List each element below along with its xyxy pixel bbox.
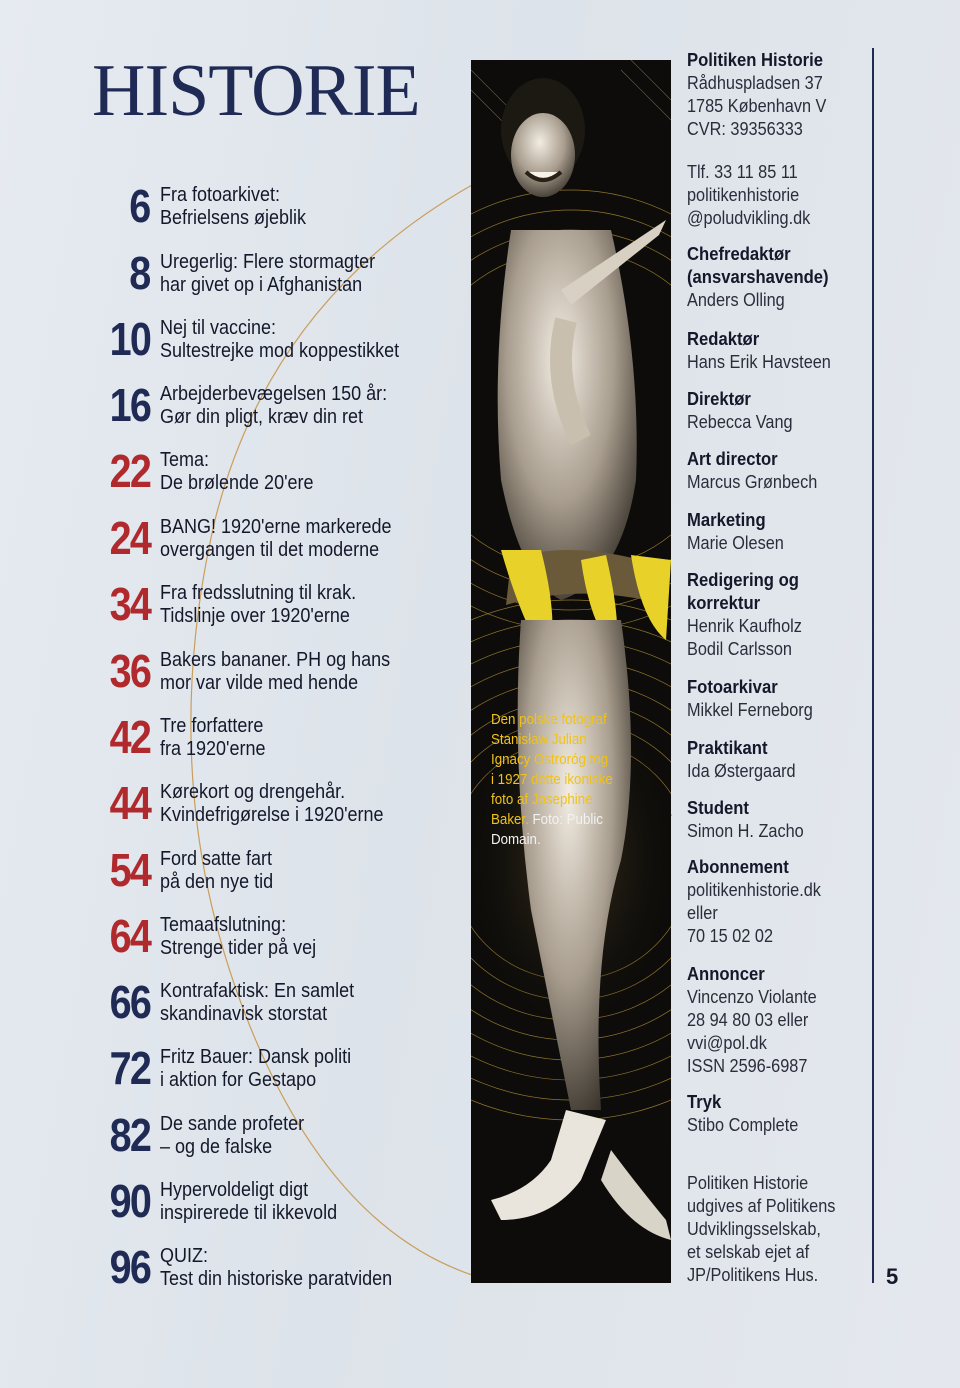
toc-title-line: mor var vilde med hende [160, 672, 359, 694]
colophon-block [687, 387, 867, 433]
toc-title-line: Hypervoldeligt digt [160, 1179, 309, 1201]
toc-title [160, 582, 430, 628]
toc-title [160, 1245, 430, 1291]
toc-title-line: Kørekort og drengehår. [160, 781, 346, 803]
toc-page-number: 22 [109, 445, 150, 497]
caption-line: Den polske fotograf [491, 712, 607, 728]
colophon-block [687, 327, 867, 373]
toc-title-line: BANG! 1920'erne markerede [160, 516, 392, 538]
colophon-line: Simon H. Zacho [687, 820, 804, 841]
colophon-line: eller [687, 902, 718, 923]
colophon-line: vvi@pol.dk [687, 1032, 767, 1053]
colophon-line: Tlf. 33 11 85 11 [687, 161, 798, 182]
toc-page-number: 72 [109, 1042, 150, 1094]
colophon-line: Udviklingsselskab, [687, 1218, 821, 1239]
colophon-block [687, 160, 867, 229]
toc-title [160, 781, 430, 827]
toc-entry [0, 377, 470, 437]
toc-title [160, 251, 430, 297]
colophon-line: Marie Olesen [687, 532, 784, 553]
colophon-block [687, 48, 867, 140]
toc-page-number: 82 [109, 1109, 150, 1161]
photo-credit: Foto: Public [532, 812, 603, 828]
toc-page-number: 36 [109, 645, 150, 697]
toc-title-line: Kontrafaktisk: En samlet [160, 980, 355, 1002]
toc-entry [0, 576, 470, 636]
toc-title-line: Arbejderbevægelsen 150 år: [160, 383, 388, 405]
photo-illustration [471, 60, 671, 1283]
caption-line: i 1927 dette ikoniske [491, 772, 613, 788]
colophon-block [687, 962, 867, 1077]
toc-title-line: Kvindefrigørelse i 1920'erne [160, 804, 384, 826]
toc-entry [0, 245, 470, 305]
toc-page-number: 6 [129, 180, 150, 232]
toc-entry [0, 1239, 470, 1299]
colophon-line: 70 15 02 02 [687, 925, 774, 946]
toc-title-line: Sultestrejke mod koppestikket [160, 340, 400, 362]
colophon-line: 1785 København V [687, 95, 827, 116]
toc-title-line: har givet op i Afghanistan [160, 274, 363, 296]
colophon-block [687, 855, 867, 947]
caption-line: Ignacy Ostroróg tog [491, 752, 609, 768]
toc-entry [0, 178, 470, 238]
colophon-line: 28 94 80 03 eller [687, 1009, 809, 1030]
toc-title [160, 516, 430, 562]
colophon-line: Hans Erik Havsteen [687, 351, 831, 372]
caption-last: Baker. [491, 812, 529, 828]
toc-title [160, 184, 430, 230]
toc-title [160, 449, 430, 495]
colophon-line: udgives af Politikens [687, 1195, 836, 1216]
toc-page-number: 90 [109, 1175, 150, 1227]
colophon-line: Ida Østergaard [687, 760, 796, 781]
josephine-baker-photo [471, 60, 671, 1283]
toc-title-line: Befrielsens øjeblik [160, 207, 307, 229]
colophon-heading: Tryk [687, 1091, 722, 1112]
toc-title-line: Fritz Bauer: Dansk politi [160, 1046, 352, 1068]
colophon-line: et selskab ejet af [687, 1241, 810, 1262]
toc-title-line: – og de falske [160, 1136, 273, 1158]
colophon-line: Anders Olling [687, 289, 785, 310]
toc-entry [0, 908, 470, 968]
toc-entry [0, 510, 470, 570]
toc-title-line: Fra fotoarkivet: [160, 184, 281, 206]
toc-title-line: Tidslinje over 1920'erne [160, 605, 350, 627]
colophon-block [687, 1171, 867, 1286]
toc-entry [0, 1040, 470, 1100]
colophon-block [687, 736, 867, 782]
toc-title [160, 317, 430, 363]
colophon-heading: Redigering og [687, 569, 799, 590]
colophon-block [687, 675, 867, 721]
toc-title-line: Bakers bananer. PH og hans [160, 649, 391, 671]
colophon-line: ISSN 2596-6987 [687, 1055, 808, 1076]
colophon-heading: Abonnement [687, 856, 789, 877]
colophon-heading: Student [687, 797, 749, 818]
colophon-block [687, 508, 867, 554]
colophon-heading-cont: (ansvarshavende) [687, 266, 829, 287]
toc-title-line: overgangen til det moderne [160, 539, 380, 561]
colophon-heading: Fotoarkivar [687, 676, 778, 697]
colophon-heading: Politiken Historie [687, 49, 824, 70]
toc-page-number: 54 [109, 844, 150, 896]
toc-page-number: 16 [109, 379, 150, 431]
colophon-line: politikenhistorie.dk [687, 879, 821, 900]
colophon-block [687, 242, 867, 311]
toc-title [160, 715, 430, 761]
colophon-line: Rådhuspladsen 37 [687, 72, 823, 93]
colophon-block [687, 796, 867, 842]
table-of-contents [0, 0, 470, 1388]
toc-title [160, 383, 430, 429]
toc-title-line: Nej til vaccine: [160, 317, 277, 339]
toc-entry [0, 1107, 470, 1167]
colophon-heading: Marketing [687, 509, 766, 530]
toc-entry [0, 443, 470, 503]
colophon-line: Bodil Carlsson [687, 638, 792, 659]
toc-title [160, 848, 430, 894]
toc-entry [0, 974, 470, 1034]
toc-title [160, 1179, 430, 1225]
colophon-block [687, 568, 867, 660]
colophon-line: Stibo Complete [687, 1114, 799, 1135]
toc-title-line: De sande profeter [160, 1113, 305, 1135]
toc-page-number: 34 [109, 578, 150, 630]
colophon-heading: Redaktør [687, 328, 760, 349]
colophon-line: Marcus Grønbech [687, 471, 818, 492]
column-rule [872, 48, 874, 1283]
toc-entry [0, 311, 470, 371]
toc-title-line: på den nye tid [160, 871, 274, 893]
colophon-line: JP/Politikens Hus. [687, 1264, 819, 1285]
colophon-line: Politiken Historie [687, 1172, 809, 1193]
toc-page-number: 44 [109, 777, 150, 829]
toc-title-line: Temaafslutning: [160, 914, 287, 936]
toc-page-number: 24 [109, 512, 150, 564]
toc-title-line: Tema: [160, 449, 210, 471]
photo-credit-end: Domain. [491, 832, 541, 848]
colophon-heading: Chefredaktør [687, 243, 791, 264]
toc-entry [0, 1173, 470, 1233]
toc-title [160, 1113, 430, 1159]
colophon-heading: Praktikant [687, 737, 768, 758]
toc-title-line: Tre forfattere [160, 715, 264, 737]
colophon-heading: Art director [687, 448, 778, 469]
page-number: 5 [886, 1264, 899, 1289]
toc-entry [0, 709, 470, 769]
toc-title-line: Ford satte fart [160, 848, 273, 870]
toc-page-number: 42 [109, 711, 150, 763]
toc-title-line: De brølende 20'ere [160, 472, 314, 494]
toc-title-line: QUIZ: [160, 1245, 209, 1267]
toc-entry [0, 775, 470, 835]
toc-entry [0, 643, 470, 703]
toc-page-number: 66 [109, 976, 150, 1028]
toc-title-line: Strenge tider på vej [160, 937, 317, 959]
colophon-heading-cont: korrektur [687, 592, 761, 613]
colophon-line: Henrik Kaufholz [687, 615, 802, 636]
colophon-line: politikenhistorie [687, 184, 800, 205]
toc-page-number: 96 [109, 1241, 150, 1293]
colophon-line: Mikkel Ferneborg [687, 699, 813, 720]
colophon-block [687, 447, 867, 493]
toc-title-line: Gør din pligt, kræv din ret [160, 406, 364, 428]
colophon-heading: Direktør [687, 388, 751, 409]
toc-entry [0, 842, 470, 902]
toc-title [160, 1046, 430, 1092]
colophon-line: Rebecca Vang [687, 411, 793, 432]
toc-title [160, 914, 430, 960]
toc-title-line: Uregerlig: Flere stormagter [160, 251, 376, 273]
colophon-heading: Annoncer [687, 963, 765, 984]
toc-title-line: Fra fredsslutning til krak. [160, 582, 357, 604]
caption-line: Stanisław Julian [491, 732, 587, 748]
toc-title-line: inspirerede til ikkevold [160, 1202, 338, 1224]
toc-title [160, 980, 430, 1026]
toc-title-line: fra 1920'erne [160, 738, 266, 760]
colophon-line: @poludvikling.dk [687, 207, 811, 228]
colophon-block [687, 1090, 867, 1136]
toc-title-line: skandinavisk storstat [160, 1003, 328, 1025]
colophon-line: CVR: 39356333 [687, 118, 803, 139]
caption-line: foto af Josephine [491, 792, 593, 808]
photo-caption [491, 710, 657, 850]
toc-title-line: i aktion for Gestapo [160, 1069, 317, 1091]
colophon-line: Vincenzo Violante [687, 986, 817, 1007]
toc-page-number: 64 [109, 910, 150, 962]
masthead: HISTORIE [92, 50, 420, 132]
toc-title-line: Test din historiske paratviden [160, 1268, 393, 1290]
toc-title [160, 649, 430, 695]
toc-page-number: 8 [129, 247, 150, 299]
toc-page-number: 10 [109, 313, 150, 365]
